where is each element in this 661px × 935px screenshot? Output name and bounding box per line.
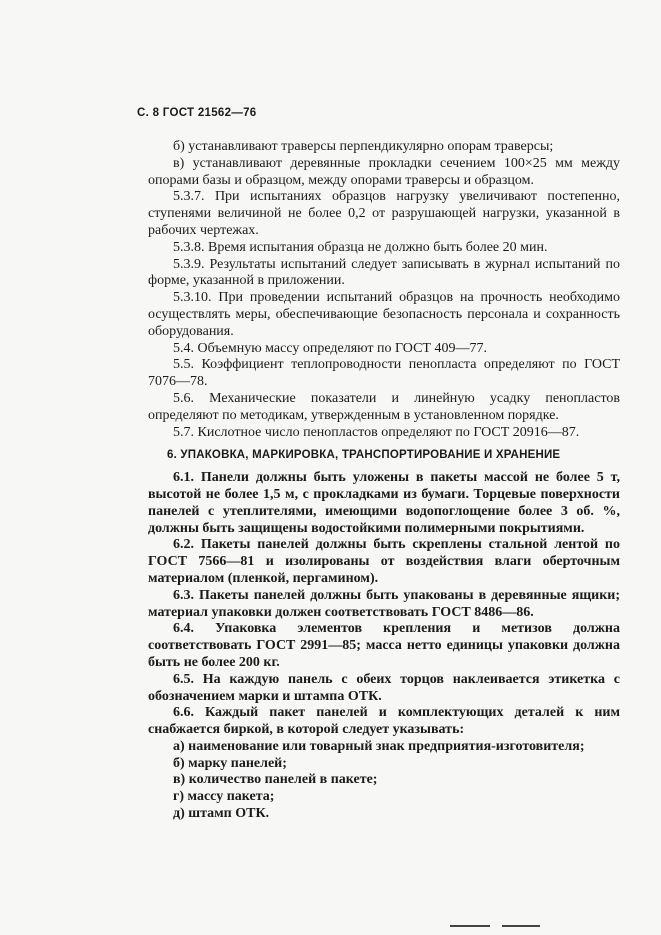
paragraph-5-5: 5.5. Коэффициент теплопроводности пенопласта определяют по ГОСТ 7076—78. <box>148 357 620 390</box>
list-item: в) количество панелей в пакете; <box>173 772 378 788</box>
scan-marks <box>450 925 560 928</box>
paragraph-5-3-6-v: в) устанавливают деревянные прокладки сечением 100×25 мм между опорами базы и образцом, между опорами траверсы и образцом. <box>148 155 620 188</box>
paragraph-5-4: 5.4. Объемную массу определяют по ГОСТ 409—77. <box>173 340 487 356</box>
paragraph-5-3-10: 5.3.10. При проведении испытаний образцов на прочность необходимо осуществлять меры, обеспечивающие безопасность персонала и сохранность оборудования. <box>148 290 620 339</box>
section-6-heading: 6. УПАКОВКА, МАРКИРОВКА, ТРАНСПОРТИРОВАНИЕ И ХРАНЕНИЕ <box>167 449 561 462</box>
list-item: б) марку панелей; <box>173 755 287 771</box>
list-item: д) штамп ОТК. <box>173 806 270 822</box>
paragraph-6-6: 6.6. Каждый пакет панелей и комплектующих деталей к ним снабжается биркой, в которой следует указывать: <box>148 705 620 738</box>
paragraph-5-3-6-b: б) устанавливают траверсы перпендикулярно опорам траверсы; <box>173 139 554 154</box>
paragraph-5-6: 5.6. Механические показатели и линейную усадку пенопластов определяют по методикам, утвержденным в установленном порядке. <box>148 390 620 423</box>
paragraph-6-2: 6.2. Пакеты панелей должны быть скреплены стальной лентой по ГОСТ 7566—81 и изолированы от воздействия влаги оберточным материалом (пленкой, пергамином). <box>148 537 620 586</box>
paragraph-6-3: 6.3. Пакеты панелей должны быть упакованы в деревянные ящики; материал упаковки должен соответствовать ГОСТ 8486—86. <box>148 587 620 620</box>
paragraph-5-3-9: 5.3.9. Результаты испытаний следует записывать в журнал испытаний по форме, указанной в приложении. <box>148 256 620 289</box>
label-items-list <box>148 739 620 823</box>
paragraph-5-3-8: 5.3.8. Время испытания образца не должно быть более 20 мин. <box>173 239 548 255</box>
paragraph-6-5: 6.5. На каждую панель с обеих торцов наклеивается этикетка с обозначением марки и штампа ОТК. <box>148 671 620 704</box>
paragraph-5-7: 5.7. Кислотное число пенопластов определяют по ГОСТ 20916—87. <box>173 424 580 440</box>
paragraph-5-3-7: 5.3.7. При испытаниях образцов нагрузку увеличивают постепенно, ступенями величиной не более 0,2 от разрушающей нагрузки, указанной в рабочих чертежах. <box>148 189 620 238</box>
list-item: г) массу пакета; <box>173 789 275 805</box>
document-body <box>148 139 620 823</box>
section-6 <box>148 470 620 823</box>
page-header: С. 8 ГОСТ 21562—76 <box>137 107 257 119</box>
paragraph-6-4: 6.4. Упаковка элементов крепления и метизов должна соответствовать ГОСТ 2991—85; масса нетто единицы упаковки должна быть не более 200 кг. <box>148 621 620 670</box>
list-item: а) наименование или товарный знак предприятия-изготовителя; <box>173 738 585 754</box>
paragraph-6-1: 6.1. Панели должны быть уложены в пакеты массой не более 5 т, высотой не более 1,5 м, с прокладками из бумаги. Торцевые поверхности панелей с утеплителями, имеющими водопоглощение более 3 об. %, должны быть защищены водостойкими полимерными покрытиями. <box>148 470 620 536</box>
